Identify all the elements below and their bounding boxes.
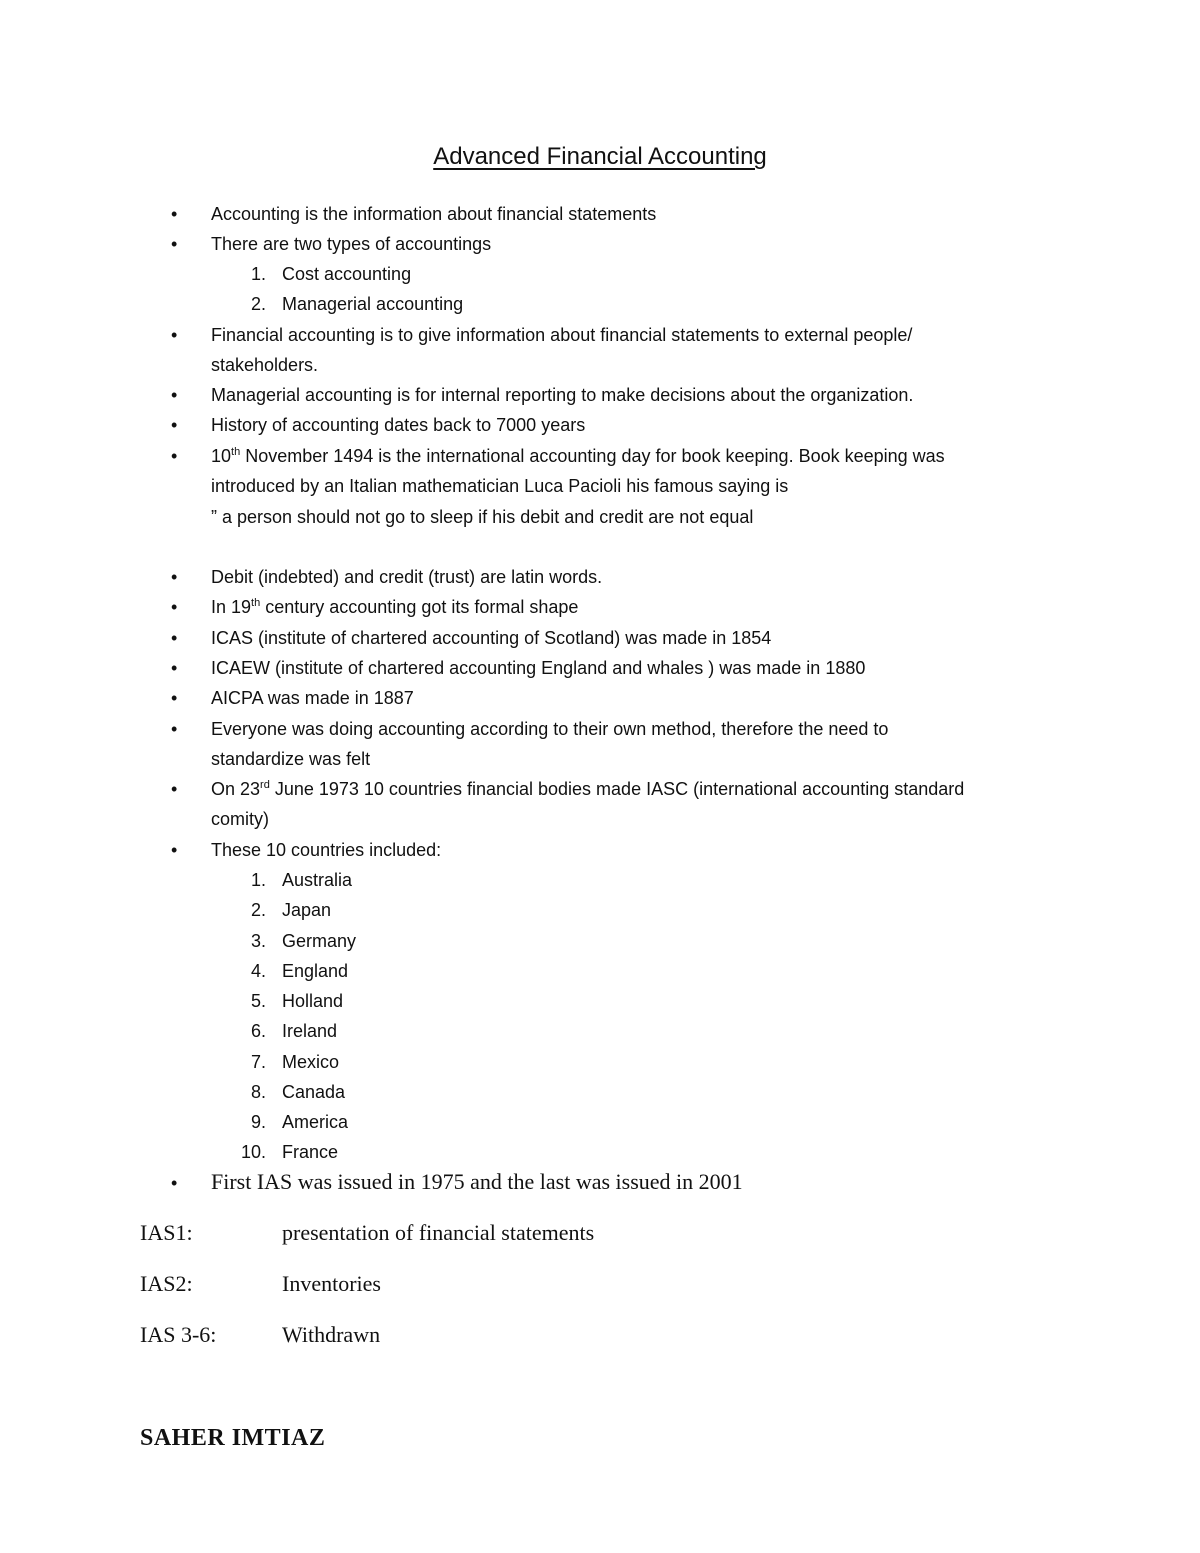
country-item: Germany [282,931,357,951]
author-name: SAHER IMTIAZ [140,1425,326,1451]
list-item: 10th November 1494 is the international accounting day for book keeping. Book keeping was [211,446,945,466]
list-number: 3. [250,931,266,951]
list-number: 1. [250,264,266,284]
ias-label: IAS2: [140,1271,193,1296]
list-item-continuation: introduced by an Italian mathematician Luca Pacioli his famous saying is [211,476,789,496]
country-item: Canada [282,1082,346,1102]
list-number: 7. [250,1052,266,1072]
sub-list-item: Cost accounting [282,264,412,284]
list-item-continuation: comity) [211,809,269,829]
list-item-continuation: stakeholders. [211,355,319,375]
bullet-icon: • [171,628,178,648]
list-item: Debit (indebted) and credit (trust) are latin words. [211,567,603,587]
bullet-icon: • [171,567,178,587]
list-item: ICAS (institute of chartered accounting of Scotland) was made in 1854 [211,628,772,648]
ias-description: Withdrawn [282,1322,381,1347]
list-number: 6. [250,1021,266,1041]
bullet-icon: • [171,597,178,617]
bullet-icon: • [171,688,178,708]
bullet-icon: • [171,719,178,739]
ias-label: IAS 3-6: [140,1322,217,1347]
country-item: Mexico [282,1052,340,1072]
country-item: England [282,961,349,981]
country-item: France [282,1142,339,1162]
list-item: Financial accounting is to give information about financial statements to external people/ [211,325,913,345]
list-item: History of accounting dates back to 7000 years [211,415,586,435]
bullet-icon: • [171,446,178,466]
ias-label: IAS1: [140,1220,193,1245]
document-title: Advanced Financial Accounting [433,143,767,170]
list-item: AICPA was made in 1887 [211,688,414,708]
list-number: 8. [250,1082,266,1102]
country-item: America [282,1112,349,1132]
list-number: 1. [250,870,266,890]
list-number: 5. [250,991,266,1011]
list-number: 2. [250,900,266,920]
list-item: Accounting is the information about financial statements [211,204,657,224]
bullet-icon: • [171,840,178,860]
bullet-icon: • [171,204,178,224]
bullet-icon: • [171,234,178,254]
list-item-continuation: standardize was felt [211,749,371,769]
list-item: Managerial accounting is for internal reporting to make decisions about the organization. [211,385,914,405]
list-item: These 10 countries included: [211,840,442,860]
country-item: Ireland [282,1021,338,1041]
ias-description: presentation of financial statements [282,1220,595,1245]
bullet-icon: • [171,385,178,405]
list-item: There are two types of accountings [211,234,492,254]
country-item: Holland [282,991,344,1011]
ias-description: Inventories [282,1271,381,1296]
list-number: 10. [240,1142,266,1162]
sub-list-item: Managerial accounting [282,294,464,314]
list-item: First IAS was issued in 1975 and the last was issued in 2001 [211,1169,743,1194]
bullet-icon: • [171,325,178,345]
list-item: Everyone was doing accounting according to their own method, therefore the need to [211,719,889,739]
list-item: ICAEW (institute of chartered accounting England and whales ) was made in 1880 [211,658,866,678]
bullet-icon: • [171,779,178,799]
quote-line: ” a person should not go to sleep if his debit and credit are not equal [211,507,754,527]
list-number: 9. [250,1112,266,1132]
bullet-icon: • [171,1173,178,1193]
list-item: In 19th century accounting got its formal shape [211,597,579,617]
country-item: Australia [282,870,353,890]
bullet-icon: • [171,415,178,435]
list-item: On 23rd June 1973 10 countries financial bodies made IASC (international accounting standard [211,779,965,799]
country-item: Japan [282,900,332,920]
list-number: 2. [250,294,266,314]
bullet-icon: • [171,658,178,678]
list-number: 4. [250,961,266,981]
